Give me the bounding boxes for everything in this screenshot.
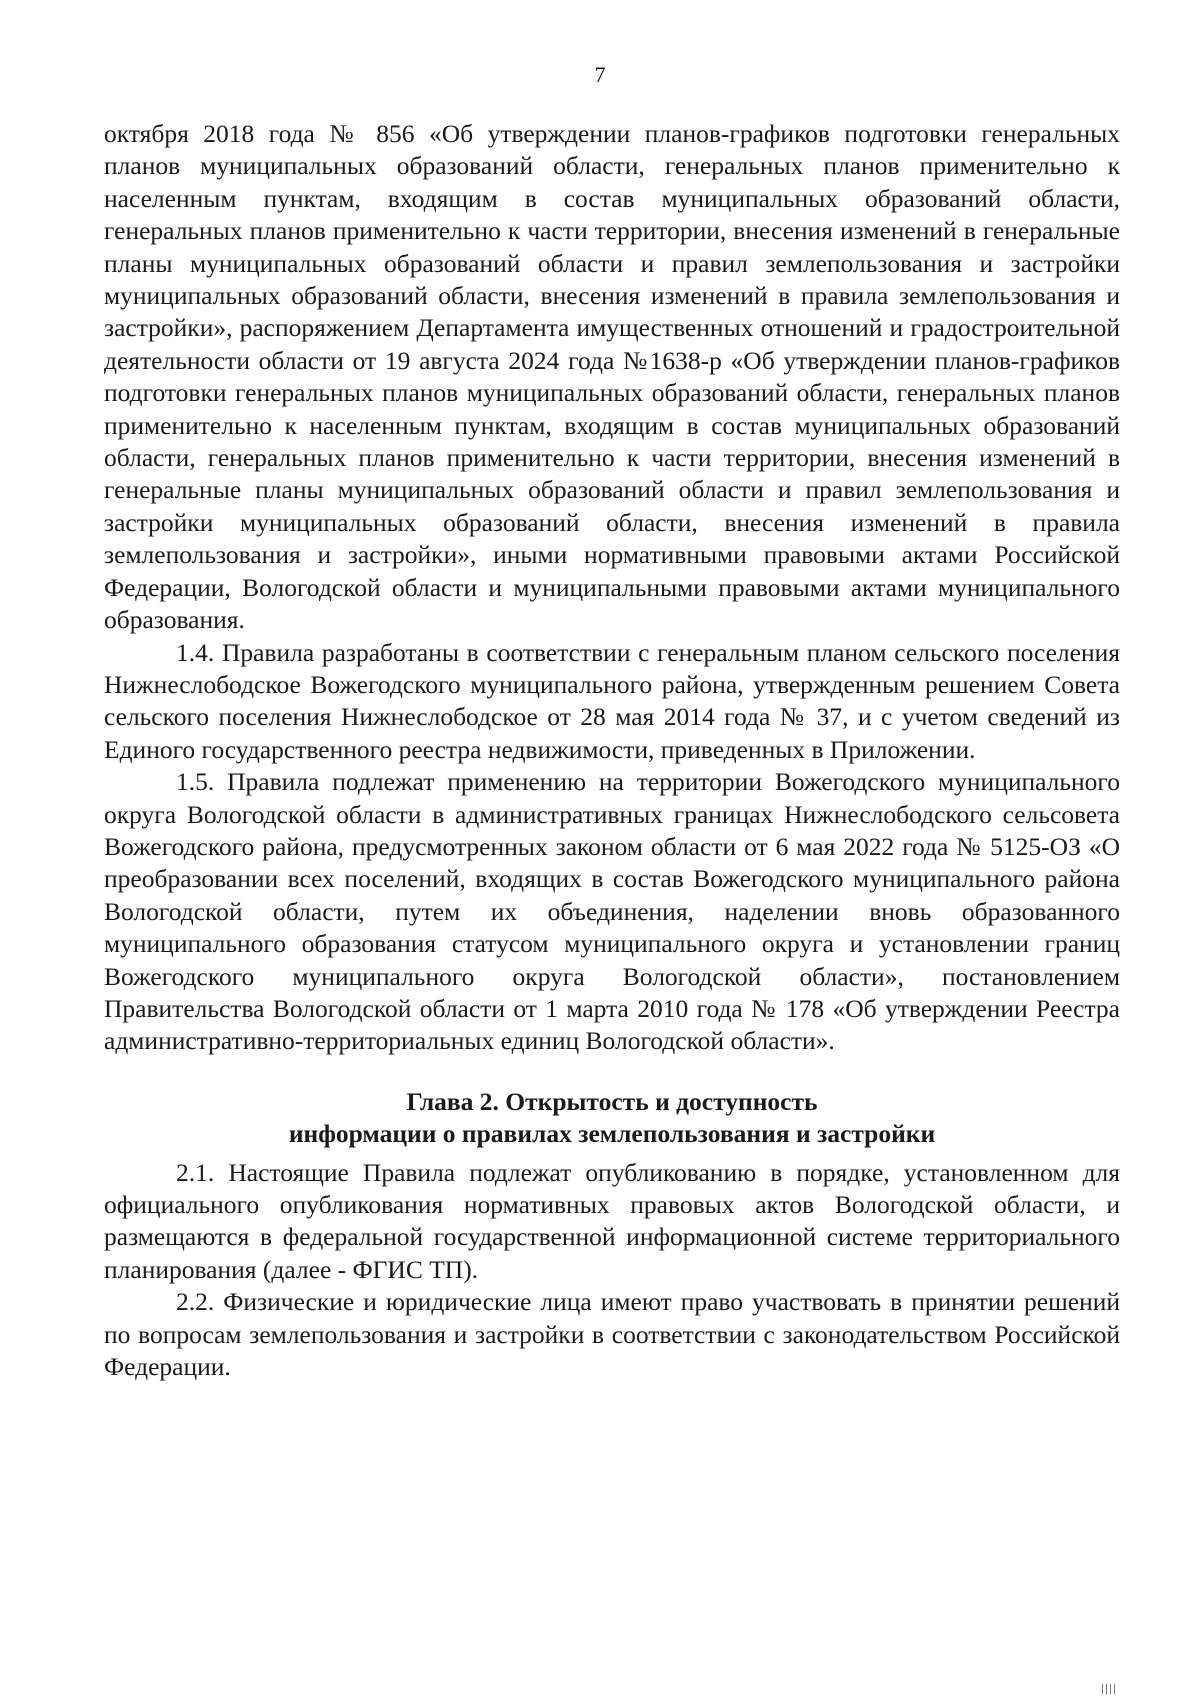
paragraph-number: 2.1. xyxy=(176,1157,215,1187)
document-body xyxy=(104,118,1120,1383)
paragraph-continuation xyxy=(104,118,1120,637)
paragraph-text: октября 2018 года № 856 «Об утверждении планов-графиков подготовки генеральных планов муниципальных образований области, генеральных планов применительно к населенным пунктам, входящим в состав муниципальных образований области, генеральных планов применительно к части территории, внесения изменений в генеральные планы муниципальных образований области и правил землепользования и застройки муниципальных образований области, внесения изменений в правила землепользования и застройки», распоряжением Департамента имущественных отношений и градостроительной деятельности области от 19 августа 2024 года №1638-р «Об утверждении планов-графиков подготовки генеральных планов муниципальных образований области, генеральных планов применительно к населенным пунктам, входящим в состав муниципальных образований области, генеральных планов применительно к части территории, внесения изменений в генеральные планы муниципальных образований области и правил землепользования и застройки муниципальных образований области, внесения изменений в правила землепользования и застройки», иными нормативными правовыми актами Российской Федерации, Вологодской области и муниципальными правовыми актами муниципального образования. xyxy=(104,119,1120,635)
paragraph-2-1 xyxy=(104,1157,1120,1287)
scan-artifact-marks xyxy=(1102,1681,1132,1691)
paragraph-text: Правила подлежат применению на территории Вожегодского муниципального округа Вологодской области в административных границах Нижнеслободского сельсовета Вожегодского района, предусмотренных законом области от 6 мая 2022 года № 5125-ОЗ «О преобразовании всех поселений, входящих в состав Вожегодского муниципального района Вологодской области, путем их объединения, наделении вновь образованного муниципального образования статусом муниципального округа и установлении границ Вожегодского муниципального округа Вологодской области», постановлением Правительства Вологодской области от 1 марта 2010 года № 178 «Об утверждении Реестра административно-территориальных единиц Вологодской области». xyxy=(104,767,1120,1056)
paragraph-text: Настоящие Правила подлежат опубликованию в порядке, установленном для официального опубликования нормативных правовых актов Вологодской области, и размещаются в федеральной государственной информационной системе территориального планирования (далее - ФГИС ТП). xyxy=(104,1157,1120,1284)
paragraph-number: 2.2. xyxy=(176,1287,215,1317)
chapter-heading xyxy=(104,1086,1120,1151)
paragraph-1-5 xyxy=(104,766,1120,1058)
chapter-title-line2: информации о правилах землепользования и застройки xyxy=(288,1119,936,1149)
paragraph-text: Физические и юридические лица имеют право участвовать в принятии решений по вопросам землепользования и застройки в соответствии с законодательством Российской Федерации. xyxy=(104,1287,1121,1382)
paragraph-text: Правила разработаны в соответствии с генеральным планом сельского поселения Нижнеслободское Вожегодского муниципального района, утвержденным решением Совета сельского поселения Нижнеслободское от 28 мая 2014 года № 37, и с учетом сведений из Единого государственного реестра недвижимости, приведенных в Приложении. xyxy=(104,637,1120,764)
page-number: 7 xyxy=(594,62,606,87)
paragraph-number: 1.5. xyxy=(176,767,215,797)
paragraph-2-2 xyxy=(104,1286,1120,1383)
paragraph-1-4 xyxy=(104,637,1120,767)
chapter-title-line1: Глава 2. Открытость и доступность xyxy=(406,1086,818,1116)
paragraph-number: 1.4. xyxy=(176,637,215,667)
